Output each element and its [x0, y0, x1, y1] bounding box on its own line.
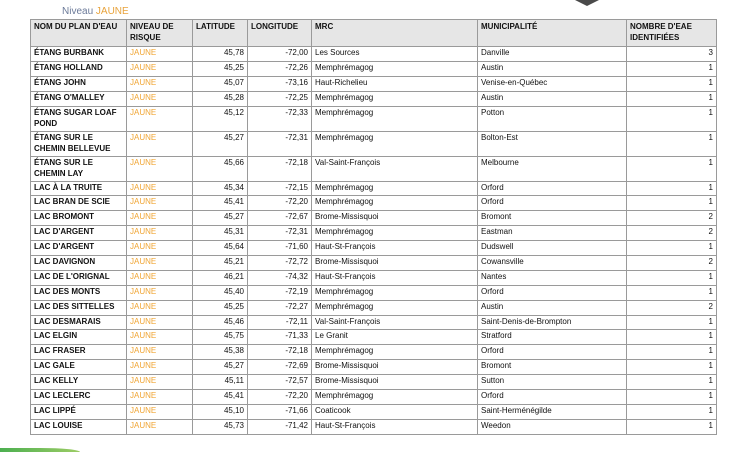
cell-risk: JAUNE	[127, 345, 193, 360]
cell-latitude: 45,31	[193, 226, 248, 241]
cell-count: 1	[627, 419, 717, 434]
cell-risk: JAUNE	[127, 270, 193, 285]
table-header-row	[31, 20, 717, 47]
cell-longitude: -71,66	[248, 404, 312, 419]
header-count: NOMBRE D'EAE IDENTIFIÉES	[627, 20, 717, 47]
cell-mrc: Memphrémagog	[312, 196, 478, 211]
cell-longitude: -72,18	[248, 345, 312, 360]
table-row	[31, 226, 717, 241]
cell-longitude: -74,32	[248, 270, 312, 285]
cell-municipality: Orford	[478, 285, 627, 300]
cell-latitude: 45,41	[193, 390, 248, 405]
cell-risk: JAUNE	[127, 211, 193, 226]
cell-mrc: Haut-St-François	[312, 270, 478, 285]
cell-latitude: 45,11	[193, 375, 248, 390]
cell-longitude: -72,31	[248, 226, 312, 241]
cell-latitude: 45,21	[193, 256, 248, 271]
cell-latitude: 45,66	[193, 156, 248, 181]
cell-longitude: -72,26	[248, 61, 312, 76]
cell-longitude: -71,33	[248, 330, 312, 345]
cell-name: ÉTANG HOLLAND	[31, 61, 127, 76]
cell-municipality: Austin	[478, 61, 627, 76]
cell-longitude: -72,69	[248, 360, 312, 375]
cell-count: 1	[627, 360, 717, 375]
table-row	[31, 47, 717, 62]
cell-latitude: 46,21	[193, 270, 248, 285]
footer-decoration	[0, 448, 80, 452]
cell-mrc: Memphrémagog	[312, 61, 478, 76]
cell-latitude: 45,25	[193, 61, 248, 76]
cell-municipality: Venise-en-Québec	[478, 76, 627, 91]
cell-count: 1	[627, 196, 717, 211]
table-row	[31, 300, 717, 315]
cell-risk: JAUNE	[127, 300, 193, 315]
cell-latitude: 45,27	[193, 211, 248, 226]
cell-mrc: Brome-Missisquoi	[312, 375, 478, 390]
header-municipality: MUNICIPALITÉ	[478, 20, 627, 47]
cell-mrc: Memphrémagog	[312, 181, 478, 196]
title-level: JAUNE	[95, 6, 129, 17]
cell-name: LAC D'ARGENT	[31, 226, 127, 241]
cell-count: 2	[627, 256, 717, 271]
header-mrc: MRC	[312, 20, 478, 47]
table-row	[31, 345, 717, 360]
cell-longitude: -71,42	[248, 419, 312, 434]
cell-risk: JAUNE	[127, 330, 193, 345]
cell-risk: JAUNE	[127, 91, 193, 106]
cell-risk: JAUNE	[127, 196, 193, 211]
cell-count: 1	[627, 156, 717, 181]
cell-count: 1	[627, 61, 717, 76]
cell-name: ÉTANG SUGAR LOAF POND	[31, 106, 127, 131]
cell-count: 1	[627, 330, 717, 345]
cell-longitude: -72,72	[248, 256, 312, 271]
table-row	[31, 196, 717, 211]
cell-count: 1	[627, 390, 717, 405]
header-name: NOM DU PLAN D'EAU	[31, 20, 127, 47]
cell-count: 1	[627, 76, 717, 91]
cell-municipality: Orford	[478, 345, 627, 360]
table-row	[31, 360, 717, 375]
table-row	[31, 256, 717, 271]
cell-name: LAC À LA TRUITE	[31, 181, 127, 196]
cell-name: LAC LIPPÉ	[31, 404, 127, 419]
cell-longitude: -72,31	[248, 131, 312, 156]
table-row	[31, 390, 717, 405]
cell-mrc: Brome-Missisquoi	[312, 211, 478, 226]
cell-name: LAC ELGIN	[31, 330, 127, 345]
cell-name: LAC KELLY	[31, 375, 127, 390]
cell-latitude: 45,27	[193, 131, 248, 156]
cell-latitude: 45,07	[193, 76, 248, 91]
cell-name: LAC FRASER	[31, 345, 127, 360]
cell-latitude: 45,75	[193, 330, 248, 345]
cell-count: 1	[627, 131, 717, 156]
cell-name: LAC LOUISE	[31, 419, 127, 434]
cell-municipality: Potton	[478, 106, 627, 131]
table-row	[31, 285, 717, 300]
cell-mrc: Memphrémagog	[312, 300, 478, 315]
header-risk: NIVEAU DE RISQUE	[127, 20, 193, 47]
cell-latitude: 45,64	[193, 241, 248, 256]
top-decoration	[575, 0, 599, 6]
cell-municipality: Bromont	[478, 211, 627, 226]
cell-latitude: 45,34	[193, 181, 248, 196]
cell-risk: JAUNE	[127, 241, 193, 256]
cell-municipality: Weedon	[478, 419, 627, 434]
cell-municipality: Melbourne	[478, 156, 627, 181]
cell-risk: JAUNE	[127, 156, 193, 181]
cell-risk: JAUNE	[127, 256, 193, 271]
cell-latitude: 45,78	[193, 47, 248, 62]
cell-name: ÉTANG O'MALLEY	[31, 91, 127, 106]
table-row	[31, 106, 717, 131]
cell-latitude: 45,38	[193, 345, 248, 360]
cell-municipality: Nantes	[478, 270, 627, 285]
cell-longitude: -72,11	[248, 315, 312, 330]
cell-risk: JAUNE	[127, 315, 193, 330]
cell-count: 1	[627, 375, 717, 390]
cell-mrc: Le Granit	[312, 330, 478, 345]
cell-longitude: -72,25	[248, 91, 312, 106]
cell-risk: JAUNE	[127, 375, 193, 390]
cell-municipality: Cowansville	[478, 256, 627, 271]
cell-mrc: Memphrémagog	[312, 106, 478, 131]
cell-latitude: 45,41	[193, 196, 248, 211]
cell-mrc: Memphrémagog	[312, 226, 478, 241]
cell-count: 3	[627, 47, 717, 62]
cell-name: LAC DAVIGNON	[31, 256, 127, 271]
table-row	[31, 181, 717, 196]
table-row	[31, 270, 717, 285]
cell-risk: JAUNE	[127, 226, 193, 241]
cell-name: LAC DES MONTS	[31, 285, 127, 300]
table-row	[31, 76, 717, 91]
table-row	[31, 241, 717, 256]
table-row	[31, 315, 717, 330]
cell-mrc: Brome-Missisquoi	[312, 360, 478, 375]
cell-name: LAC DESMARAIS	[31, 315, 127, 330]
table-row	[31, 330, 717, 345]
cell-name: LAC DES SITTELLES	[31, 300, 127, 315]
cell-risk: JAUNE	[127, 47, 193, 62]
cell-count: 1	[627, 270, 717, 285]
cell-municipality: Eastman	[478, 226, 627, 241]
cell-name: LAC BRAN DE SCIE	[31, 196, 127, 211]
cell-mrc: Haut-St-François	[312, 241, 478, 256]
cell-name: LAC LECLERC	[31, 390, 127, 405]
table-row	[31, 156, 717, 181]
cell-name: LAC GALE	[31, 360, 127, 375]
cell-mrc: Memphrémagog	[312, 91, 478, 106]
page-title	[62, 6, 129, 17]
cell-mrc: Val-Saint-François	[312, 156, 478, 181]
cell-longitude: -73,16	[248, 76, 312, 91]
cell-longitude: -71,60	[248, 241, 312, 256]
table-row	[31, 375, 717, 390]
table-body	[31, 47, 717, 435]
cell-risk: JAUNE	[127, 61, 193, 76]
cell-municipality: Orford	[478, 181, 627, 196]
cell-name: LAC DE L'ORIGNAL	[31, 270, 127, 285]
cell-municipality: Orford	[478, 390, 627, 405]
cell-count: 1	[627, 181, 717, 196]
cell-latitude: 45,73	[193, 419, 248, 434]
table-row	[31, 404, 717, 419]
table-row	[31, 419, 717, 434]
cell-mrc: Val-Saint-François	[312, 315, 478, 330]
header-latitude: LATITUDE	[193, 20, 248, 47]
cell-count: 1	[627, 106, 717, 131]
cell-municipality: Orford	[478, 196, 627, 211]
cell-municipality: Danville	[478, 47, 627, 62]
cell-mrc: Les Sources	[312, 47, 478, 62]
table-row	[31, 61, 717, 76]
cell-name: ÉTANG JOHN	[31, 76, 127, 91]
cell-longitude: -72,20	[248, 390, 312, 405]
cell-risk: JAUNE	[127, 131, 193, 156]
cell-count: 2	[627, 226, 717, 241]
cell-latitude: 45,28	[193, 91, 248, 106]
cell-count: 1	[627, 404, 717, 419]
cell-latitude: 45,12	[193, 106, 248, 131]
header-longitude: LONGITUDE	[248, 20, 312, 47]
cell-risk: JAUNE	[127, 404, 193, 419]
cell-municipality: Sutton	[478, 375, 627, 390]
cell-name: ÉTANG BURBANK	[31, 47, 127, 62]
cell-count: 1	[627, 241, 717, 256]
cell-municipality: Austin	[478, 300, 627, 315]
title-prefix: Niveau	[62, 6, 96, 17]
cell-risk: JAUNE	[127, 419, 193, 434]
table-row	[31, 131, 717, 156]
cell-count: 2	[627, 300, 717, 315]
cell-longitude: -72,33	[248, 106, 312, 131]
cell-mrc: Memphrémagog	[312, 285, 478, 300]
cell-longitude: -72,19	[248, 285, 312, 300]
cell-longitude: -72,20	[248, 196, 312, 211]
cell-risk: JAUNE	[127, 106, 193, 131]
cell-count: 1	[627, 315, 717, 330]
cell-latitude: 45,27	[193, 360, 248, 375]
cell-municipality: Dudswell	[478, 241, 627, 256]
cell-longitude: -72,18	[248, 156, 312, 181]
cell-municipality: Saint-Herménégilde	[478, 404, 627, 419]
cell-municipality: Bolton-Est	[478, 131, 627, 156]
cell-mrc: Memphrémagog	[312, 131, 478, 156]
cell-municipality: Bromont	[478, 360, 627, 375]
cell-mrc: Memphrémagog	[312, 390, 478, 405]
cell-risk: JAUNE	[127, 76, 193, 91]
cell-count: 2	[627, 211, 717, 226]
lakes-table	[30, 19, 717, 435]
cell-longitude: -72,67	[248, 211, 312, 226]
table-row	[31, 211, 717, 226]
cell-mrc: Memphrémagog	[312, 345, 478, 360]
cell-mrc: Haut-Richelieu	[312, 76, 478, 91]
cell-longitude: -72,00	[248, 47, 312, 62]
cell-latitude: 45,40	[193, 285, 248, 300]
cell-name: LAC BROMONT	[31, 211, 127, 226]
cell-name: LAC D'ARGENT	[31, 241, 127, 256]
cell-latitude: 45,25	[193, 300, 248, 315]
cell-latitude: 45,46	[193, 315, 248, 330]
cell-municipality: Saint-Denis-de-Brompton	[478, 315, 627, 330]
cell-count: 1	[627, 345, 717, 360]
cell-mrc: Coaticook	[312, 404, 478, 419]
table-row	[31, 91, 717, 106]
cell-risk: JAUNE	[127, 181, 193, 196]
cell-count: 1	[627, 91, 717, 106]
cell-longitude: -72,15	[248, 181, 312, 196]
cell-mrc: Haut-St-François	[312, 419, 478, 434]
cell-risk: JAUNE	[127, 285, 193, 300]
cell-longitude: -72,27	[248, 300, 312, 315]
cell-municipality: Austin	[478, 91, 627, 106]
cell-name: ÉTANG SUR LE CHEMIN LAY	[31, 156, 127, 181]
cell-mrc: Brome-Missisquoi	[312, 256, 478, 271]
cell-risk: JAUNE	[127, 390, 193, 405]
cell-risk: JAUNE	[127, 360, 193, 375]
cell-count: 1	[627, 285, 717, 300]
cell-municipality: Stratford	[478, 330, 627, 345]
cell-latitude: 45,10	[193, 404, 248, 419]
cell-longitude: -72,57	[248, 375, 312, 390]
cell-name: ÉTANG SUR LE CHEMIN BELLEVUE	[31, 131, 127, 156]
